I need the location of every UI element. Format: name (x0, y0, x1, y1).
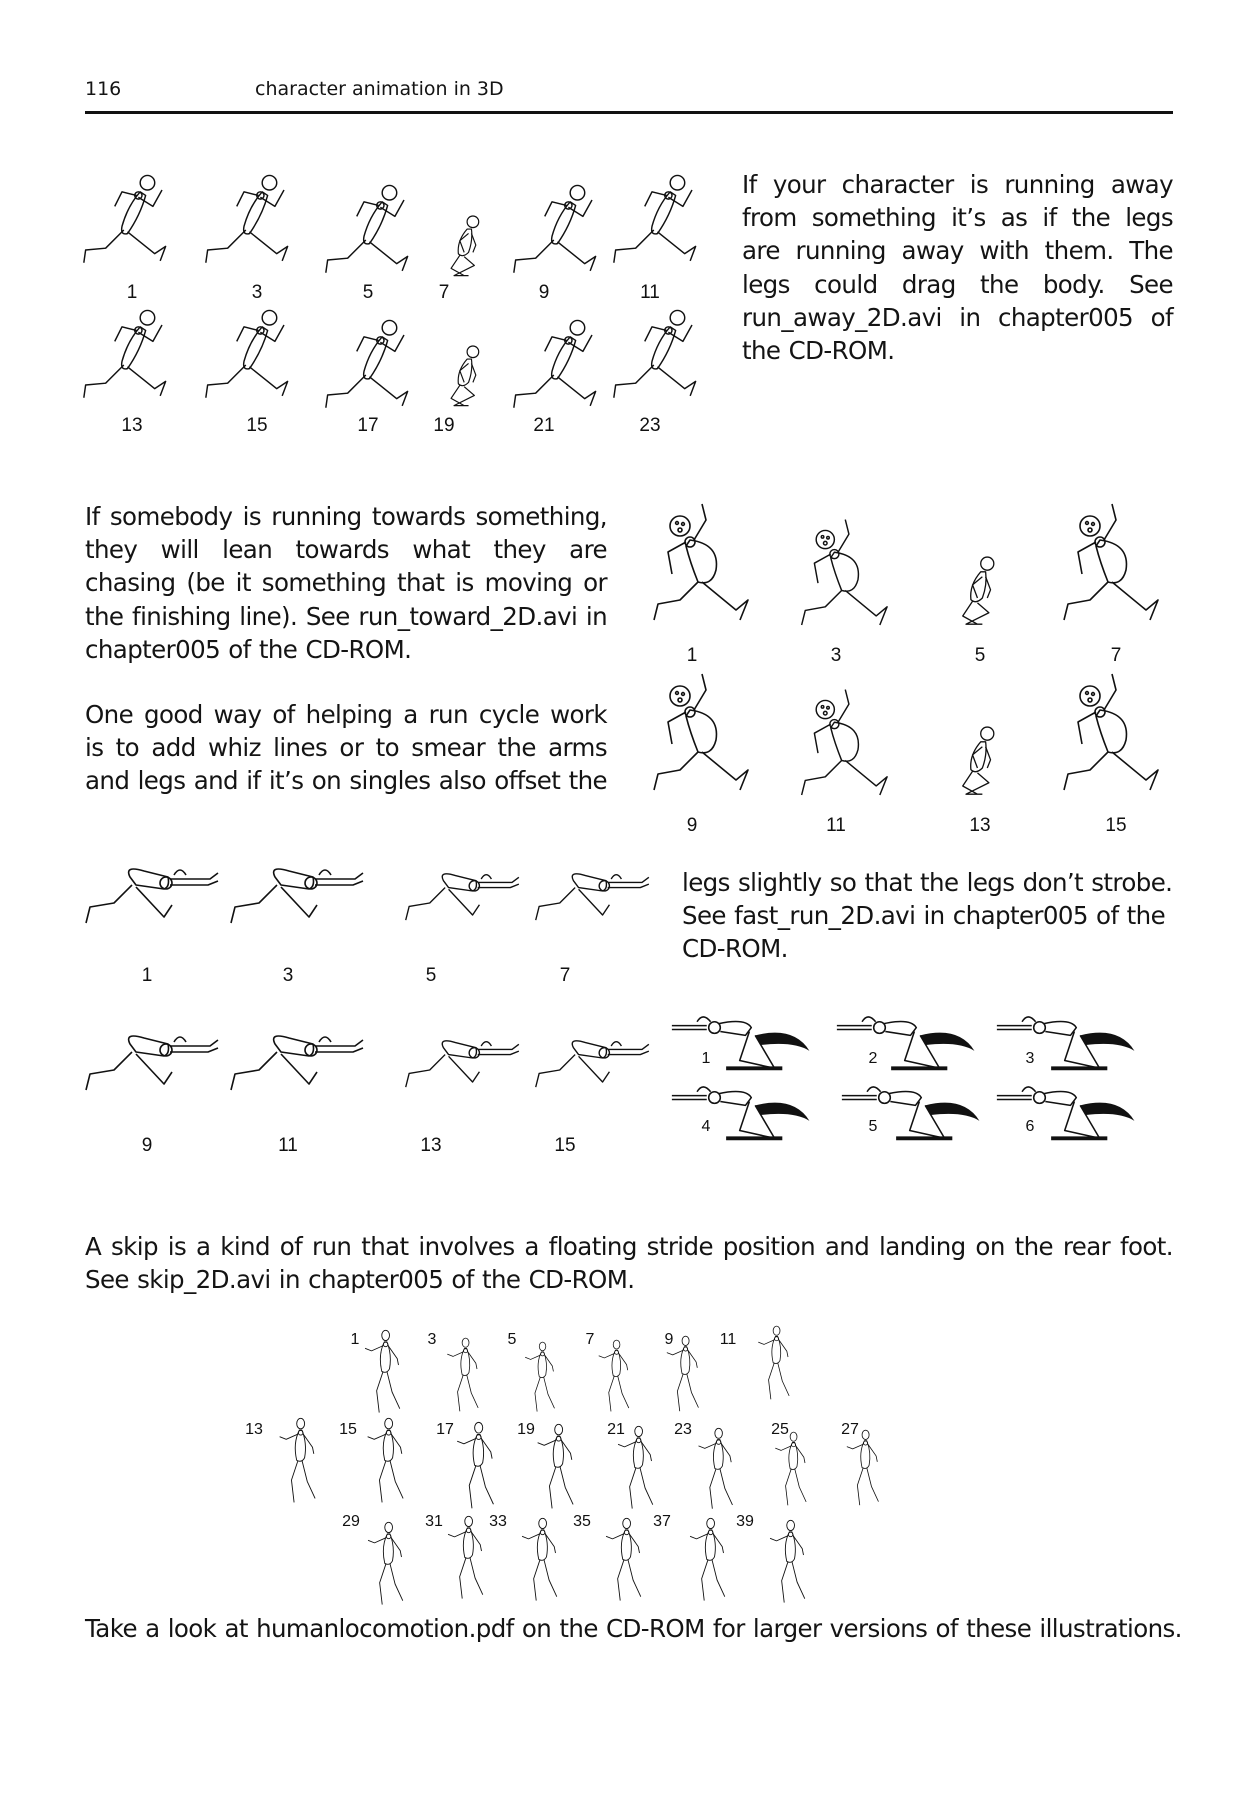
frame-label: 5 (868, 1118, 878, 1135)
paragraph-whiz-lines-part2: legs slightly so that the legs don’t strobe. See fast_run_2D.avi in chapter005 of the CD-ROM. (682, 868, 1173, 964)
frame-label: 21 (533, 415, 555, 436)
frame-label: 1 (686, 645, 698, 666)
frame-label: 13 (121, 415, 143, 436)
frame-label: 17 (357, 415, 379, 436)
frame-label: 15 (246, 415, 268, 436)
frame-label: 19 (517, 1421, 535, 1438)
frame-label: 3 (1025, 1050, 1035, 1067)
frame-label: 11 (640, 282, 660, 303)
frame-label: 11 (278, 1135, 298, 1156)
frame-label: 11 (719, 1331, 737, 1348)
frame-label: 7 (1110, 645, 1122, 666)
frame-label: 1 (141, 965, 153, 986)
frame-label: 5 (362, 282, 374, 303)
frame-label: 7 (585, 1331, 595, 1348)
frame-label: 19 (433, 415, 455, 436)
frame-label: 6 (1025, 1118, 1035, 1135)
figure-fast-run (84, 855, 644, 1165)
frame-label: 5 (507, 1331, 517, 1348)
paragraph-skip: A skip is a kind of run that involves a floating stride position and landing on the rear foot. See skip_2D.avi in chapter005 of the CD-ROM. (85, 1232, 1173, 1295)
frame-label: 17 (436, 1421, 454, 1438)
running-title: character animation in 3D (255, 78, 504, 100)
frame-label: 33 (489, 1513, 507, 1530)
frame-label: 9 (141, 1135, 153, 1156)
frame-label: 23 (674, 1421, 692, 1438)
frame-label: 23 (639, 415, 661, 436)
frame-label: 13 (245, 1421, 263, 1438)
frame-label: 1 (126, 282, 138, 303)
frame-label: 39 (736, 1513, 754, 1530)
frame-label: 31 (425, 1513, 443, 1530)
frame-label: 2 (868, 1050, 878, 1067)
frame-label: 3 (282, 965, 294, 986)
frame-label: 9 (538, 282, 550, 303)
frame-label: 37 (653, 1513, 671, 1530)
frame-label: 7 (438, 282, 450, 303)
figure-run-away (82, 170, 722, 450)
frame-label: 25 (771, 1421, 789, 1438)
frame-label: 15 (1105, 815, 1127, 836)
frame-label: 4 (701, 1118, 711, 1135)
frame-label: 13 (420, 1135, 442, 1156)
frame-label: 3 (251, 282, 263, 303)
frame-label: 1 (701, 1050, 711, 1067)
paragraph-run-toward: If somebody is running towards something, they will lean towards what they are chasing (be it something that is moving or the finishing line). See run_toward_2D.avi in chapter005 of the CD-ROM. (85, 502, 607, 664)
frame-label: 15 (339, 1421, 357, 1438)
paragraph-run-away: If your character is running away from something it’s as if the legs are running away with them. The legs could drag the body. See run_away_2D.avi in chapter005 of the CD-ROM. (742, 170, 1173, 366)
frame-label: 15 (554, 1135, 576, 1156)
frame-label: 11 (826, 815, 846, 836)
frame-label: 9 (664, 1331, 674, 1348)
frame-label: 3 (830, 645, 842, 666)
figure-fast-run-smear (668, 1012, 1168, 1157)
figure-skip (240, 1325, 940, 1615)
paragraph-footer-note: Take a look at humanlocomotion.pdf on the CD-ROM for larger versions of these illustrations. (85, 1614, 1182, 1643)
frame-label: 3 (427, 1331, 437, 1348)
frame-label: 5 (974, 645, 986, 666)
page-number: 116 (85, 78, 122, 100)
frame-label: 21 (607, 1421, 625, 1438)
header-rule (85, 111, 1173, 114)
frame-label: 29 (342, 1513, 360, 1530)
frame-label: 13 (969, 815, 991, 836)
frame-label: 7 (559, 965, 571, 986)
figure-run-toward (650, 495, 1170, 835)
frame-label: 27 (841, 1421, 859, 1438)
frame-label: 9 (686, 815, 698, 836)
frame-label: 5 (425, 965, 437, 986)
paragraph-whiz-lines-part1: One good way of helping a run cycle work is to add whiz lines or to smear the arms and legs and if it’s on singles also offset the (85, 700, 607, 796)
frame-label: 35 (573, 1513, 591, 1530)
frame-label: 1 (350, 1331, 360, 1348)
